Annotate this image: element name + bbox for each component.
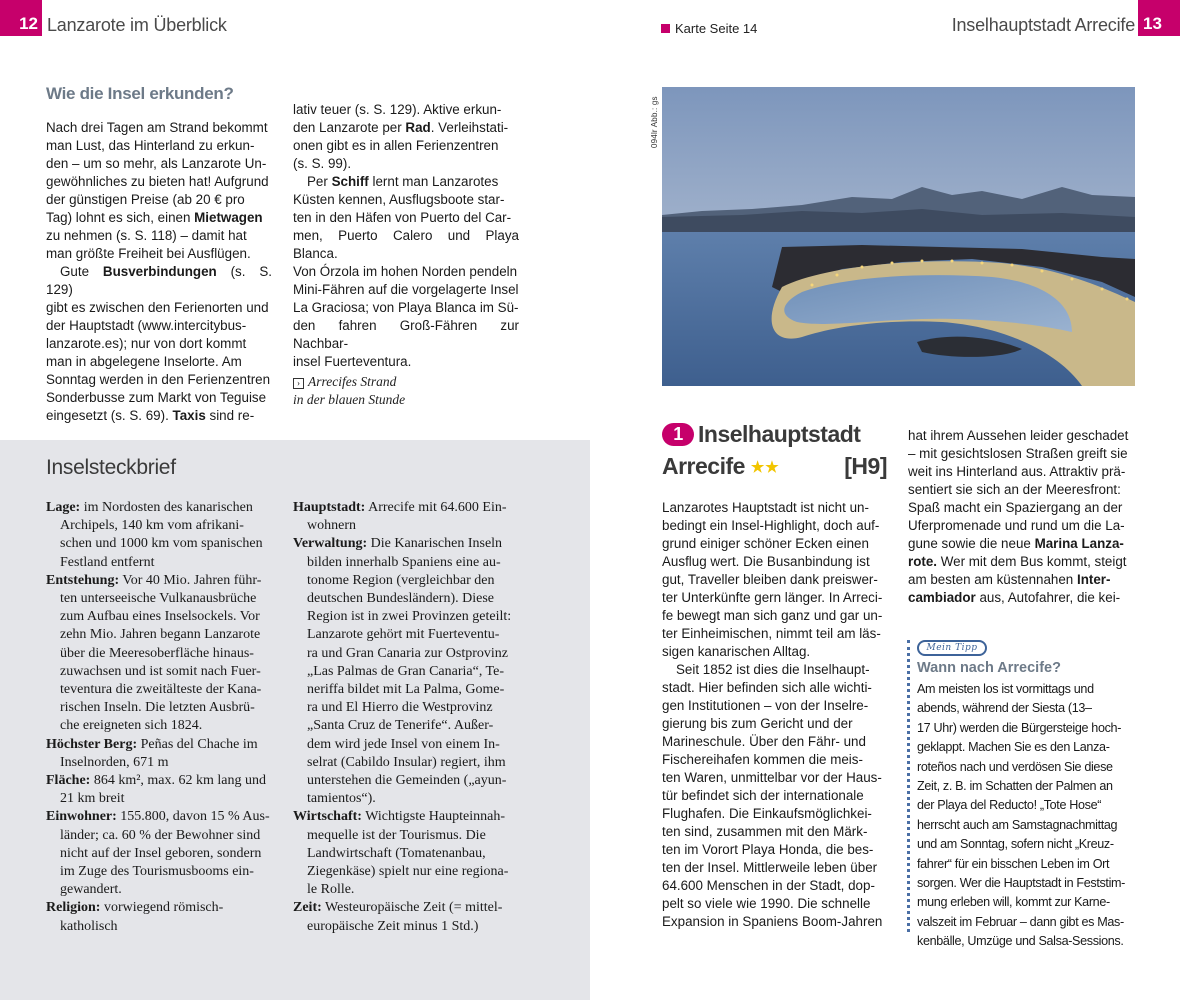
fact-entry-verwaltung: Verwaltung: Die Kanarischen Inseln bilden innerhalb Spaniens eine au- tonome Region (vergleichbar den deutschen Bundesländern). Diese Region ist in zwei Provinzen geteilt: Lanzarote gehört mit Fuerteventu- ra und Gran Canaria zur Ostprovinz „Las Palmas de Gran Canaria“, Te- neriffa bildet mit La Palma, Gome- ra und El Hierro die Westprovinz „Santa Cruz de Tenerife“. Außer- dem wird jede Insel von einem In- selrat (Cabildo Insular) regiert, ihm unterstehen die Gemeinden („ayun- tamientos“). xyxy=(293,536,512,807)
fact-box-title: Inselsteckbrief xyxy=(46,456,176,479)
photo-caption: › Arrecifes Strand in der blauen Stunde xyxy=(293,374,406,407)
keyword-bus: Busverbindungen xyxy=(102,264,217,279)
map-square-icon xyxy=(661,24,670,33)
running-title-right: Inselhauptstadt Arrecife xyxy=(951,15,1135,35)
keyword-taxis: Taxis xyxy=(172,408,206,423)
fact-entry-zeit: Zeit: Westeuropäische Zeit (= mittel- europäische Zeit minus 1 Std.) xyxy=(293,900,503,934)
page-number-right: 13 xyxy=(1138,0,1180,36)
fact-entry-wirtschaft: Wirtschaft: Wichtigste Haupteinnah- mequelle ist der Tourismus. Die Landwirtschaft (Tomatenanbau, Ziegenkäse) spielt nur eine regiona- le Rolle. xyxy=(293,809,509,898)
sight-number-badge: 1 xyxy=(662,423,694,446)
fact-column-1 xyxy=(46,499,278,936)
article-title: 1 Inselhauptstadt Arrecife ★★ [H9] xyxy=(662,418,887,484)
paragraph: hat ihrem Aussehen leider geschadet – mit gesichtslosen Straßen greift sie weit ins Hinterland aus. Attraktiv prä- sentiert sie sich an der Meeresfront: Spaß macht ein Spaziergang an der Uferpromenade und rund um die La- gune sowie die neue Marina Lanza- rote. Wer mit dem Bus kommt, steigt am besten am küstennahen Inter- cambiador aus, Autofahrer, die kei- xyxy=(908,428,1129,605)
keyword-marina: Marina Lanza- xyxy=(1034,536,1124,551)
tip-heading: Wann nach Arrecife? xyxy=(917,660,1061,676)
paragraph: Seit 1852 ist dies die Inselhaupt- stadt. Hier befinden sich alle wichti- gen Institutionen – von der Inselre- gierung bis zum Gericht und der Marineschule. Über den Fähr- und Fischereihafen kommen die meis- ten Waren, unmittelbar vor der Haus- tür befindet sich der internationale Flughafen. Die Einkaufsmöglichkei- ten sind, zusammen mit den Märk- ten im Vorort Playa Honda, die bes- ten der Insel. Mittlerweile leben über 64.600 Menschen in der Stadt, dop- pelt so viele wie 1990. Die schnelle Expansion in Spaniens Boom-Jahren xyxy=(662,662,883,929)
article-column-1 xyxy=(662,499,888,931)
tip-box-border xyxy=(907,640,910,932)
rating-stars-icon: ★★ xyxy=(750,459,780,476)
fact-entry-entstehung: Entstehung: Vor 40 Mio. Jahren führ- ten unterseeische Vulkanausbrüche zum Aufbau eines Inselsockels. Vor zehn Mio. Jahren begann Lanzarote über die Meeresoberfläche hinaus- zuwachsen und ist somit nach Fuer- teventura die zweitälteste der Kana- rischen Inseln. Die letzten Ausbrü- che ereigneten sich 1824. xyxy=(46,572,262,734)
paragraph: lativ teuer (s. S. 129). Aktive erkun- den Lanzarote per Rad. Verleihstati- onen gibt es in allen Ferienzentren (s. S. 99). xyxy=(293,102,509,171)
fact-entry-religion: Religion: vorwiegend römisch- katholisch xyxy=(46,900,224,934)
arrow-right-box-icon: › xyxy=(293,378,304,389)
paragraph: Nach drei Tagen am Strand bekommt man Lust, das Hinterland zu erkun- den – um so mehr, als Lanzarote Un- gewöhnliches zu bieten hat! Aufgrund der günstigen Preise (ab 20 € pro Tag) lohnt es sich, einen Mietwagen zu nehmen (s. S. 118) – damit hat man größte Freiheit bei Ausflügen. xyxy=(46,120,269,261)
fact-column-2 xyxy=(293,499,533,936)
keyword-schiff: Schiff xyxy=(331,174,369,189)
paragraph: Lanzarotes Hauptstadt ist nicht un- bedingt ein Insel-Highlight, doch auf- grund einiger schöner Ecken einen Ausflug wert. Die Busanbindung ist gut, Traveller bleiben dank preiswer- ter Unterkünfte gern länger. In Arreci- fe bewegt man sich ganz und gar un- ter Einheimischen, nimmt teil am läs- sigen kanarischen Alltag. xyxy=(662,500,883,659)
map-reference-label: Karte Seite 14 xyxy=(675,21,758,36)
page-number-left: 12 xyxy=(0,0,42,36)
keyword-rad: Rad xyxy=(405,120,431,135)
photo-credit: 094lr Abb.: gs xyxy=(650,96,659,148)
running-title-left: Lanzarote im Überblick xyxy=(47,15,227,35)
map-grid-reference[interactable]: [H9] xyxy=(844,453,887,479)
fact-entry-einwohner: Einwohner: 155.800, davon 15 % Aus- länder; ca. 60 % der Bewohner sind nicht auf der Insel geboren, sondern im Zuge des Tourismusbooms ein- gewandert. xyxy=(46,809,270,898)
paragraph: Per Schiff lernt man Lanzarotes Küsten kennen, Ausflugsboote star- ten in den Häfen von Puerto del Car- men, Puerto Calero und Playa Blanca. Von Órzola im hohen Norden pendeln Mini-Fähren auf die vorgelagerte Insel La Graciosa; von Playa Blanca im Sü- den fahren Groß-Fähren zur Nachbar- insel Fuerteventura. xyxy=(293,174,519,369)
fact-entry-hoechster-berg: Höchster Berg: Peñas del Chache im Inselnorden, 671 m xyxy=(46,736,258,770)
section-heading-explore: Wie die Insel erkunden? xyxy=(46,84,234,103)
photo-arrecife-beach-dusk[interactable] xyxy=(662,87,1135,386)
tip-body: Am meisten los ist vormittags und abends, während der Siesta (13– 17 Uhr) werden die Bürgersteige hoch- geklappt. Machen Sie es den Lanza- roteños nach und verdösen Sie diese Zeit, z. B. im Schatten der Palmen an der Playa del Reducto! „Tote Hose“ herrscht auch am Samstagnachmittag und am Sonntag, sofern nicht „Kreuz- fahrer“ für ein bisschen Leben im Ort sorgen. Wer die Hauptstadt in Feststim- mung erleben will, kommt zur Karne- valszeit im Februar – dann gibt es Mas- kenbälle, Umzüge und Salsa-Sessions. xyxy=(917,682,1125,949)
article-column-2 xyxy=(908,427,1134,607)
keyword-intercambiador: Inter- xyxy=(1076,572,1111,587)
explore-column-2 xyxy=(293,101,519,371)
mein-tipp-badge: Mein Tipp xyxy=(917,640,987,656)
paragraph: Gute Busverbindungen (s. S. 129) gibt es zwischen den Ferienorten und der Hauptstadt (www.intercitybus- lanzarote.es); nur von dort kommt man in abgelegene Inselorte. Am Sonntag werden in den Ferienzentren Sonderbusse zum Markt von Teguise eingesetzt (s. S. 69). Taxis sind re- xyxy=(46,264,272,423)
fact-entry-flaeche: Fläche: 864 km², max. 62 km lang und 21 km breit xyxy=(46,773,267,807)
fact-entry-lage: Lage: im Nordosten des kanarischen Archipels, 140 km vom afrikani- schen und 1000 km vom spanischen Festland entfernt xyxy=(46,500,263,570)
map-reference[interactable] xyxy=(661,21,757,36)
fact-entry-hauptstadt: Hauptstadt: Arrecife mit 64.600 Ein- wohnern xyxy=(293,500,507,534)
keyword-mietwagen: Mietwagen xyxy=(194,210,263,225)
beach-illustration xyxy=(662,87,1135,386)
explore-column-1 xyxy=(46,119,272,425)
